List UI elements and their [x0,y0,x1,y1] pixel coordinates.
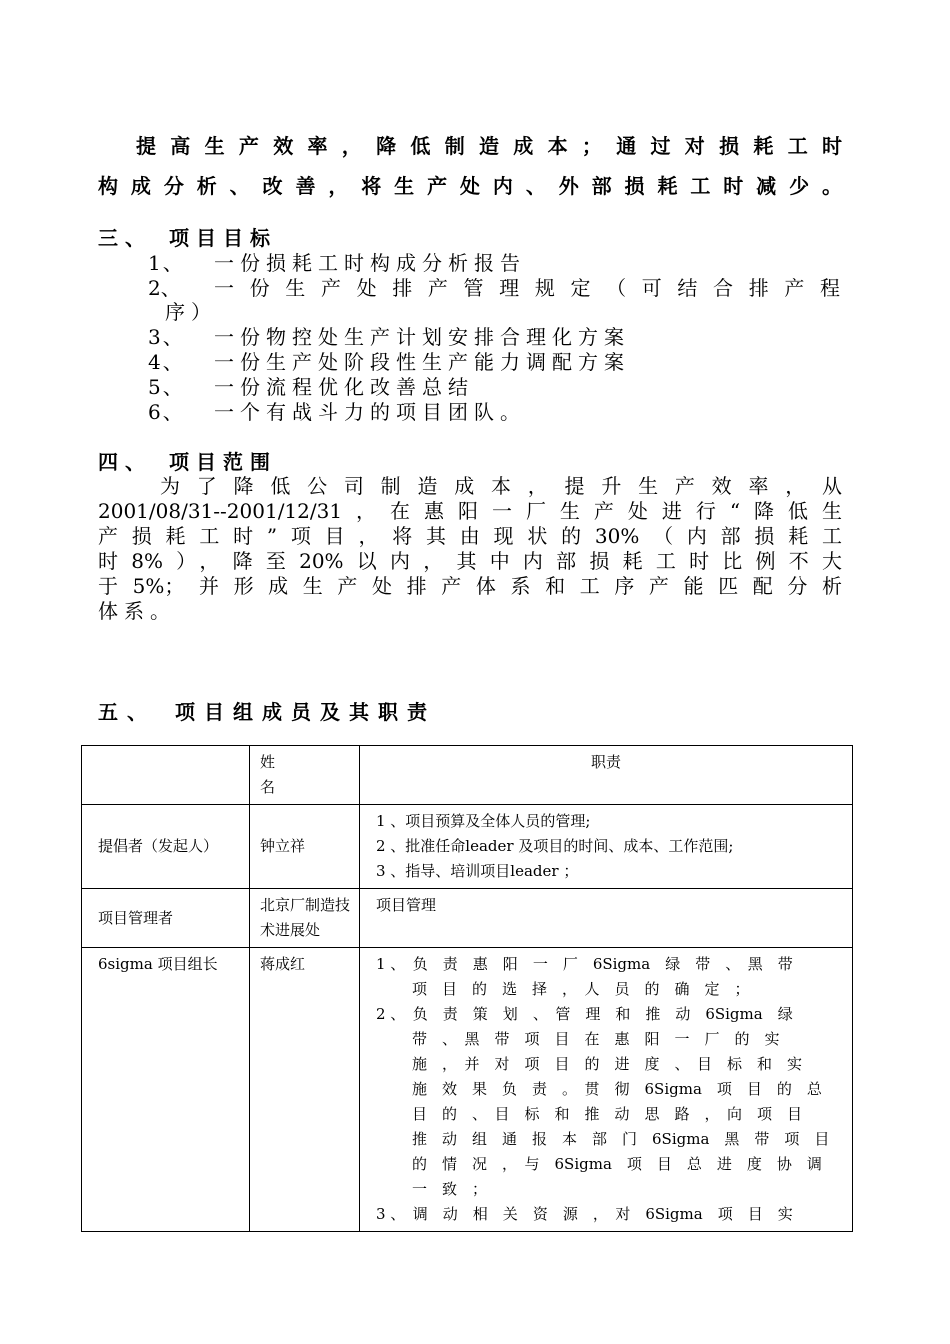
role-cell: 提倡者（发起人） [82,805,250,889]
duty-line: 目 的 、 目 标 和 推 动 思 路 ， 向 项 目 [412,1105,803,1123]
duty-line: 2 、批准任命leader 及项目的时间、成本、工作范围; [376,837,734,855]
section-4-title: 四、 项目范围 [98,450,277,474]
section-5-title: 五、 项目组成员及其职责 [98,700,436,724]
duty-line: 1 、项目预算及全体人员的管理; [376,812,591,830]
intro-line-1: 提高生产效率，降低制造成本；通过对损耗工时 [136,134,842,158]
scope-line-6: 体系。 [98,599,176,623]
role-cell: 6sigma 项目组长 [82,948,250,1232]
header-name-1: 姓 [260,753,276,771]
duty-cell [360,805,853,889]
name-cell: 蒋成红 [250,948,360,1232]
members-table [81,745,853,1232]
header-name-cell [250,746,360,805]
duty-line: 带 、 黑 带 项 目 在 惠 阳 一 厂 的 实 [412,1030,780,1048]
header-role-cell [82,746,250,805]
duty-line: 项 目 的 选 择 ， 人 员 的 确 定 ； [412,980,750,998]
duty-line: 1 、 负 责 惠 阳 一 厂 6Sigma 绿 带 、 黑 带 [376,955,793,973]
role-cell: 项目管理者 [82,889,250,948]
header-duty-cell: 职责 [360,746,853,805]
goal-text: 一份生产处阶段性生产能力调配方案 [214,350,630,374]
goal-text: 一个有战斗力的项目团队。 [214,400,526,424]
duty-line: 2 、 负 责 策 划 、 管 理 和 推 动 6Sigma 绿 [376,1005,793,1023]
header-name-2: 名 [260,778,276,796]
duty-line: 施 ， 并 对 项 目 的 进 度 、 目 标 和 实 [412,1055,803,1073]
table-row [82,889,853,948]
goal-num: 6、 [148,400,185,424]
section-3-title: 三、 项目目标 [98,226,277,250]
name-cell: 钟立祥 [250,805,360,889]
goal-text: 一份损耗工时构成分析报告 [214,251,526,275]
scope-line-4: 时8%），降至20%以内，其中内部损耗工时比例不大 [98,549,842,573]
goal-num: 5、 [148,375,185,399]
duty-line: 推 动 组 通 报 本 部 门 6Sigma 黑 带 项 目 [412,1130,830,1148]
intro-line-2: 构成分析、改善，将生产处内、外部损耗工时减少。 [98,174,842,198]
goal-item-2 [148,272,842,301]
duty-cell [360,889,853,948]
table-header-row [82,746,853,805]
goal-num: 2、 [148,276,181,300]
goal-num: 1、 [148,251,185,275]
table-row [82,948,853,1232]
scope-line-1: 为了降低公司制造成本，提升生产效率，从 [160,474,842,498]
duty-cell [360,948,853,1232]
goal-num: 3、 [148,325,185,349]
duty-line: 3 、指导、培训项目leader ； [376,862,579,880]
goal-text: 序） [165,300,217,324]
scope-line-3: 产损耗工时”项目，将其由现状的30%（内部损耗工 [98,524,842,548]
duty-line: 3 、 调 动 相 关 资 源 ， 对 6Sigma 项 目 实 [376,1205,793,1223]
goal-text: 一份流程优化改善总结 [214,375,474,399]
duty-line: 一 致 ； [412,1180,488,1198]
scope-line-5: 于5%；并形成生产处排产体系和工序产能匹配分析 [98,574,842,598]
goal-num: 4、 [148,350,185,374]
goal-text: 一份生产处排产管理规定（可结合排产程 [214,276,840,300]
goal-item-6 [148,396,526,425]
table-row [82,805,853,889]
duty-line: 项目管理 [376,896,437,914]
duty-line: 施 效 果 负 责 。 贯 彻 6Sigma 项 目 的 总 [412,1080,822,1098]
name-cell: 北京厂制造技术进展处 [250,889,360,948]
duty-line: 的 情 况 ， 与 6Sigma 项 目 总 进 度 协 调 [412,1155,822,1173]
goal-text: 一份物控处生产计划安排合理化方案 [214,325,630,349]
scope-line-2: 2001/08/31--2001/12/31，在惠阳一厂生产处进行“降低生 [98,499,842,523]
